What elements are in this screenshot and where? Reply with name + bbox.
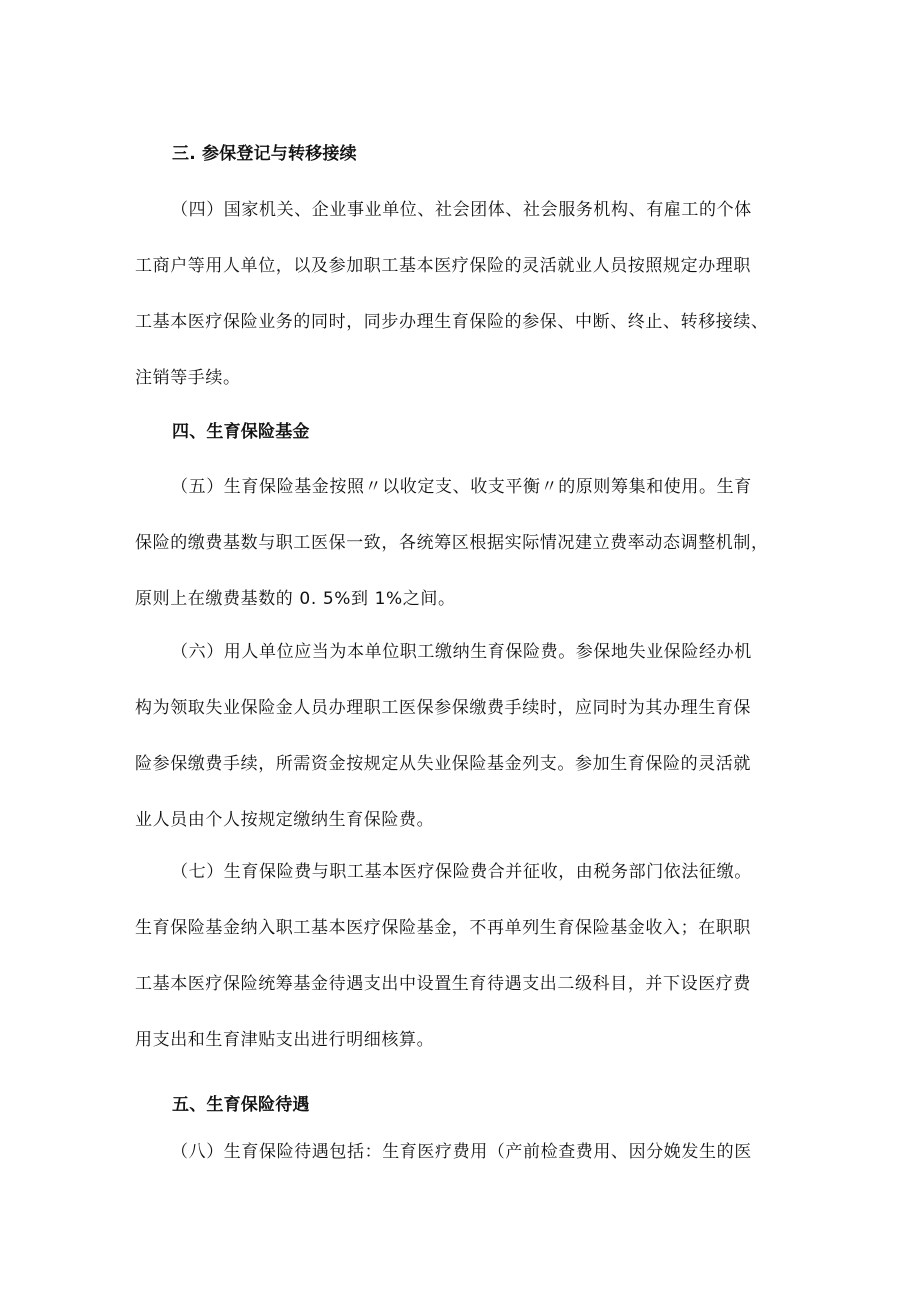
paragraph-line: （六）用人单位应当为本单位职工缴纳生育保险费。参保地失业保险经办机: [171, 642, 752, 662]
paragraph-line: 工基本医疗保险统筹基金待遇支出中设置生育待遇支出二级科目，并下设医疗费: [135, 974, 751, 994]
paragraph-line: 工基本医疗保险业务的同时，同步办理生育保险的参保、中断、终止、转移接续、: [135, 312, 769, 332]
section-heading-4: 四、生育保险基金: [172, 422, 310, 442]
paragraph-line: 原则上在缴费基数的 0. 5%到 1%之间。: [135, 589, 456, 609]
paragraph-line: 生育保险基金纳入职工基本医疗保险基金，不再单列生育保险基金收入；在职职: [135, 918, 751, 938]
paragraph-line: （八）生育保险待遇包括：生育医疗费用（产前检查费用、因分娩发生的医: [171, 1142, 752, 1162]
paragraph-line: 构为领取失业保险金人员办理职工医保参保缴费手续时，应同时为其办理生育保: [135, 698, 751, 718]
paragraph-line: 注销等手续。: [135, 368, 241, 388]
paragraph-line: （五）生育保险基金按照〃以收定支、收支平衡〃的原则筹集和使用。生育: [171, 477, 752, 497]
paragraph-line: 用支出和生育津贴支出进行明细核算。: [135, 1030, 435, 1050]
paragraph-5: [135, 475, 807, 643]
paragraph-line: 保险的缴费基数与职工医保一致，各统筹区根据实际情况建立费率动态调整机制，: [135, 533, 769, 553]
paragraph-4: [135, 198, 807, 422]
paragraph-line: （四）国家机关、企业事业单位、社会团体、社会服务机构、有雇工的个体: [171, 200, 752, 220]
section-heading-3: 三. 参保登记与转移接续: [172, 144, 357, 164]
paragraph-line: 险参保缴费手续，所需资金按规定从失业保险基金列支。参加生育保险的灵活就: [135, 754, 751, 774]
paragraph-line: 工商户等用人单位，以及参加职工基本医疗保险的灵活就业人员按照规定办理职: [135, 256, 751, 276]
paragraph-8: [135, 1140, 807, 1196]
paragraph-6: [135, 640, 807, 864]
paragraph-7: [135, 860, 807, 1084]
section-heading-5: 五、生育保险待遇: [172, 1095, 310, 1115]
paragraph-line: （七）生育保险费与职工基本医疗保险费合并征收，由税务部门依法征缴。: [171, 862, 752, 882]
paragraph-line: 业人员由个人按规定缴纳生育保险费。: [135, 810, 435, 830]
